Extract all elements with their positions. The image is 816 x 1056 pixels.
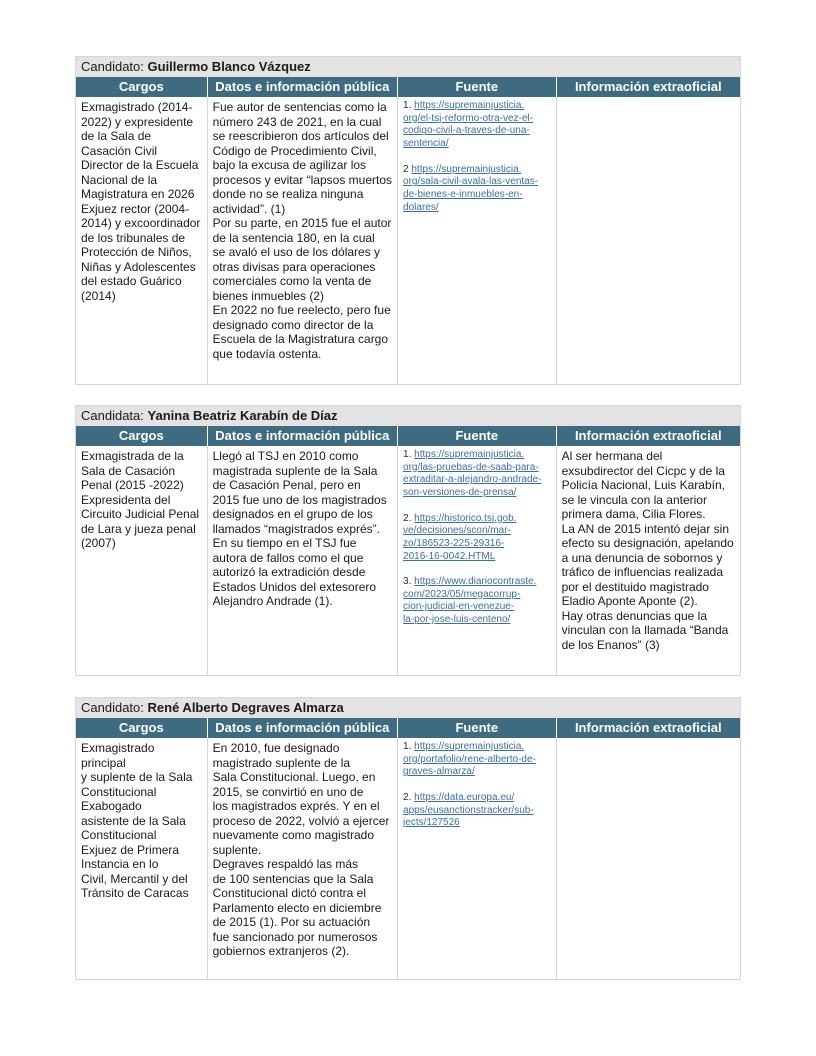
candidate-block-1 [75, 56, 741, 385]
fuente-cell [398, 738, 557, 979]
table-header [76, 718, 740, 738]
table-header [76, 426, 740, 446]
candidate-name: Guillermo Blanco Vázquez [147, 59, 311, 74]
fuente-cell [398, 97, 557, 384]
source-item [403, 792, 551, 830]
extra-cell [557, 738, 740, 979]
header-cargos: Cargos [76, 426, 208, 446]
cargos-cell: Exmagistrada de la Sala de Casación Penal (2015 -2022) Expresidenta del Circuito Judicial Penal de Lara y jueza penal (2007) [76, 446, 208, 675]
candidate-label: Candidato: [81, 700, 144, 715]
candidate-label: Candidata: [81, 408, 144, 423]
header-extra: Información extraoficial [574, 79, 722, 94]
header-fuente: Fuente [398, 77, 557, 97]
extra-cell [557, 97, 740, 384]
header-datos: Datos e información pública [208, 77, 398, 97]
source-link[interactable]: https://www.diariocontraste. com/2023/05/megacorrup- cion-judicial-en-venezue- la-por-jose-luis-centeno/ [403, 576, 537, 626]
extra-cell: Al ser hermana del exsubdirector del Cicpc y de la Policía Nacional, Luis Karabín, se le vincula con la anterior primera dama, Cilia Flores. La AN de 2015 intentó dejar sin efecto su designación, apelando a una denuncia de sobornos y tráfico de influencias realizada por el destituido magistrado Eladio Aponte Aponte (2). Hay otras denuncias que la vinculan con la llamada “Banda de los Enanos” (3) [561, 449, 734, 652]
candidate-title [76, 698, 740, 718]
table-header [76, 77, 740, 97]
candidate-block-2 [75, 405, 741, 676]
header-extra: Información extraoficial [574, 720, 722, 735]
source-link[interactable]: https://data.europa.eu/ apps/eusanctionstracker/sub- jects/127526 [403, 791, 534, 829]
source-number: 1. [403, 100, 412, 111]
source-link[interactable]: https://supremainjusticia. org/las-pruebas-de-saab-para- extraditar-a-alejandro-andrade- son-versiones-de-prensa/ [403, 449, 542, 499]
source-link[interactable]: https://supremainjusticia. org/portafolio/rene-alberto-de- graves-almarza/ [403, 741, 536, 778]
source-number: 2. [403, 791, 412, 803]
candidate-title [76, 57, 740, 77]
source-number: 1. [403, 741, 412, 752]
header-datos: Datos e información pública [208, 718, 398, 738]
source-item [403, 100, 551, 151]
source-link[interactable]: https://historico.tsj.gob. ve/decisiones/scon/mar- zo/186523-225-29316- 2016-16-0042.HTML [403, 512, 517, 562]
header-cargos: Cargos [76, 718, 208, 738]
datos-cell: Llegó al TSJ en 2010 como magistrada suplente de la Sala de Casación Penal, pero en 2015 fue uno de los magistrados designados en el grupo de los llamados “magistrados exprés”. En su tiempo en el TSJ fue autora de fallos como el que autorizó la extradición desde Estados Unidos del extesorero Alejandro Andrade (1). [208, 446, 398, 675]
candidate-label: Candidato: [81, 59, 144, 74]
datos-cell: Fue autor de sentencias como la número 243 de 2021, en la cual se reescribieron dos artículos del Código de Procedimiento Civil, bajo la excusa de agilizar los procesos y evitar “lapsos muertos donde no se realiza ninguna actividad”. (1) Por su parte, en 2015 fue el autor de la sentencia 180, en la cual se avaló el uso de los dólares y otras divisas para operaciones comerciales como la venta de bienes inmuebles (2) En 2022 no fue reelecto, pero fue designado como director de la Escuela de la Magistratura cargo que todavía ostenta. [208, 97, 398, 384]
fuente-cell [398, 446, 557, 675]
table-row [76, 738, 740, 979]
source-number: 3. [403, 576, 412, 587]
header-extra: Información extraoficial [574, 428, 722, 443]
source-item [403, 741, 551, 779]
table-row [76, 446, 740, 675]
header-fuente: Fuente [398, 426, 557, 446]
cargos-cell: Exmagistrado principal y suplente de la Sala Constitucional Exabogado asistente de la Sala Constitucional Exjuez de Primera Instancia en lo Civil, Mercantil y del Tránsito de Caracas [76, 738, 208, 979]
header-cargos: Cargos [76, 77, 208, 97]
source-item [403, 449, 551, 500]
source-number: 1. [403, 449, 412, 460]
candidate-block-3 [75, 697, 741, 980]
candidate-name: René Alberto Degraves Almarza [147, 700, 344, 715]
source-number: 2. [403, 512, 412, 524]
candidate-title [76, 406, 740, 426]
source-item [403, 513, 551, 564]
source-item [403, 164, 551, 215]
source-number: 2 [403, 163, 409, 175]
table-row [76, 97, 740, 384]
source-link[interactable]: https://supremainjusticia. org/sala-civil-avala-las-ventas- de-bienes-e-inmuebles-en- dolares/ [403, 163, 539, 213]
source-item [403, 576, 551, 627]
datos-cell: En 2010, fue designado magistrado suplente de la Sala Constitucional. Luego, en 2015, se convirtió en uno de los magistrados exprés. Y en el proceso de 2022, volvió a ejercer nuevamente como magistrado suplente. Degraves respaldó las más de 100 sentencias que la Sala Constitucional dictó contra el Parlamento electo en diciembre de 2015 (1). Por su actuación fue sancionado por numerosos gobiernos extranjeros (2). [208, 738, 398, 979]
header-datos: Datos e información pública [208, 426, 398, 446]
candidate-name: Yanina Beatriz Karabín de Díaz [147, 408, 338, 423]
cargos-cell: Exmagistrado (2014- 2022) y expresidente de la Sala de Casación Civil Director de la Escuela Nacional de la Magistratura en 2026 Exjuez rector (2004- 2014) y excoordinador de los tribunales de Protección de Niños, Niñas y Adolescentes del estado Guárico (2014) [76, 97, 208, 384]
source-link[interactable]: https://supremainjusticia. org/el-tsj-reformo-otra-vez-el- codigo-civil-a-traves-de-una- sentencia/ [403, 100, 534, 150]
header-fuente: Fuente [398, 718, 557, 738]
